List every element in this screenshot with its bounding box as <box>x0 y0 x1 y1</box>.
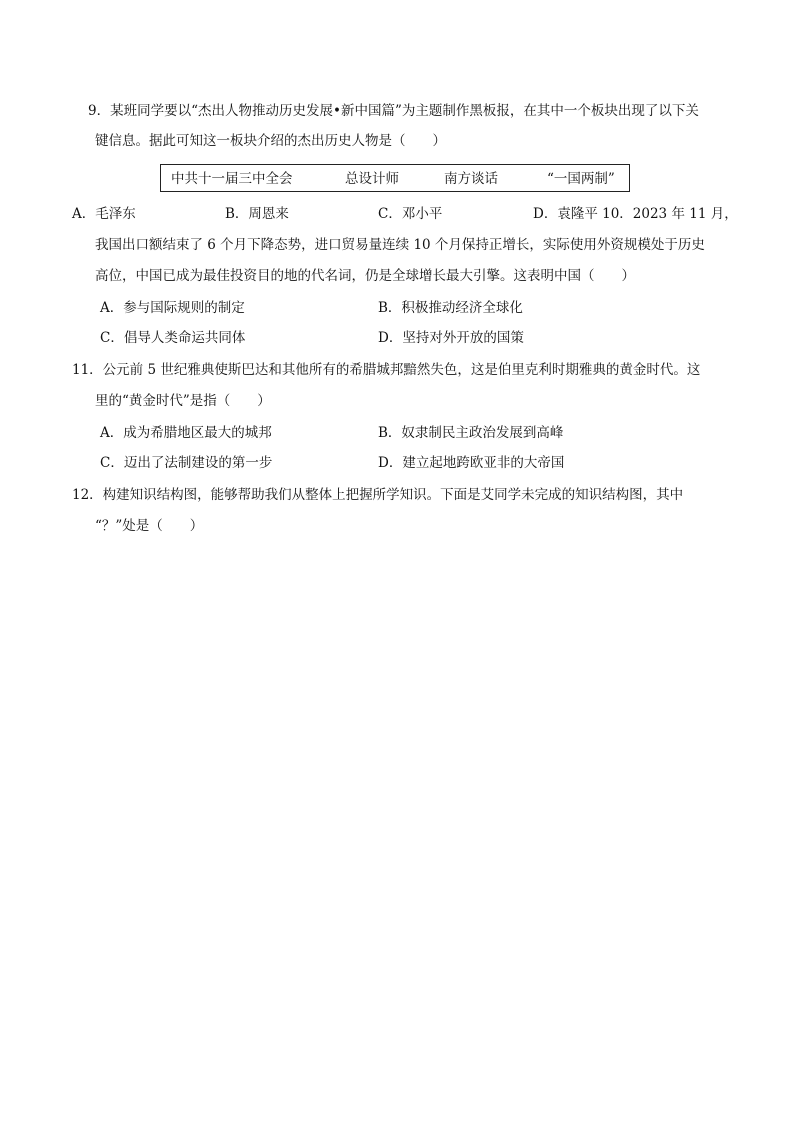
q9-key-info-box <box>160 164 630 192</box>
q10-option-a: A．参与国际规则的制定 <box>100 300 245 316</box>
q9-key-item-2: 总设计师 <box>345 171 399 187</box>
q11-stem-line1: 11．公元前 5 世纪雅典使斯巴达和其他所有的希腊城邦黯然失色，这是伯里克利时期雅典的黄金时代。这 <box>72 362 701 378</box>
q11-option-c: C．迈出了法制建设的第一步 <box>100 455 273 471</box>
q10-stem-line2: 我国出口额结束了 6 个月下降态势，进口贸易量连续 10 个月保持正增长，实际使用外资规模处于历史 <box>95 237 705 253</box>
q12-stem-line1: 12．构建知识结构图，能够帮助我们从整体上把握所学知识。下面是艾同学未完成的知识结构图，其中 <box>72 487 684 503</box>
q9-key-item-4: “一国两制” <box>547 171 615 187</box>
q9-option-c: C．邓小平 <box>378 206 443 222</box>
q11-option-b: B．奴隶制民主政治发展到高峰 <box>378 425 564 441</box>
q11-option-a: A．成为希腊地区最大的城邦 <box>100 425 272 441</box>
q9-option-b: B．周恩来 <box>225 206 289 222</box>
q9-key-item-1: 中共十一届三中全会 <box>171 171 293 187</box>
q11-stem-line2: 里的“黄金时代”是指（ ） <box>95 393 271 409</box>
q9-option-d-q10-start: D．袁隆平 10．2023 年 11 月， <box>533 206 738 222</box>
q10-option-c: C．倡导人类命运共同体 <box>100 330 246 346</box>
q9-key-item-3: 南方谈话 <box>444 171 498 187</box>
q9-stem-line1: 9．某班同学要以“杰出人物推动历史发展•新中国篇”为主题制作黑板报，在其中一个板块出现了以下关 <box>88 103 699 119</box>
q10-option-d: D．坚持对外开放的国策 <box>378 330 524 346</box>
q10-stem-line3: 高位，中国已成为最佳投资目的地的代名词，仍是全球增长最大引擎。这表明中国（ ） <box>95 268 635 284</box>
q9-stem-line2: 键信息。据此可知这一板块介绍的杰出历史人物是（ ） <box>95 133 446 149</box>
q12-stem-line2: “？”处是（ ） <box>95 518 204 534</box>
q9-option-a: A．毛泽东 <box>72 206 136 222</box>
q10-option-b: B．积极推动经济全球化 <box>378 300 523 316</box>
q11-option-d: D．建立起地跨欧亚非的大帝国 <box>378 455 565 471</box>
